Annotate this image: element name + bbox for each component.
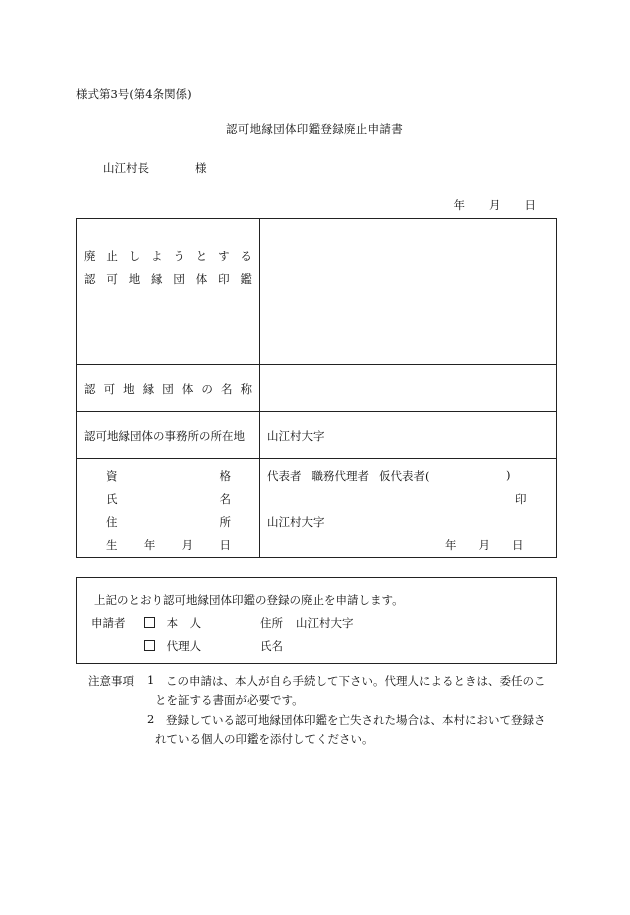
date-year: 年 [453,198,465,212]
note1-line2: とを証する書面が必要です。 [155,693,304,707]
table-row-representative [77,458,556,560]
application-box [76,577,557,664]
applicant-label: 申請者 [91,616,126,630]
addressee [103,160,207,176]
notes-heading: 注意事項 [88,674,134,688]
group-name-field[interactable] [260,365,556,412]
address-label: 住所 [260,616,283,630]
birth-date-field[interactable]: 年 月 日 [445,538,524,552]
note2-line1: 登録している認可地縁団体印鑑を亡失された場合は、本村において登録さ [166,713,546,727]
note2-line2: れている個人の印鑑を添付してください。 [155,732,374,746]
table-row-seal [77,219,556,365]
checkbox-icon[interactable] [144,617,155,628]
date-month: 月 [489,198,501,212]
option-self[interactable]: 本 人 [144,615,201,631]
table-row-office-address [77,411,556,459]
seal-mark: 印 [515,492,527,506]
table-row-group-name [77,364,556,412]
representative-address-field[interactable]: 山江村大字 [267,515,325,529]
registration-table [76,218,557,558]
label-qualification: 資 格 [106,469,231,483]
note1-number: 1 [147,673,155,687]
document-title: 認可地縁団体印鑑登録廃止申請書 [226,122,403,136]
option-agent[interactable]: 代理人 [144,638,201,654]
addressee-name: 山江村長 [103,161,149,175]
qualification-field[interactable]: 代表者 職務代理者 仮代表者( [267,469,430,483]
row3-label: 認可地縁団体の事務所の所在地 [84,429,245,443]
note2-number: 2 [147,712,155,726]
name-label: 氏名 [260,639,283,653]
applicant-address-field[interactable]: 山江村大字 [296,616,354,630]
note1-line1: この申請は、本人が自ら手続して下さい。代理人によるときは、委任のこ [166,674,546,688]
row1-label-line1: 廃 止 し よ う と す る [84,249,252,263]
row1-label-line2: 認 可 地 縁 団 体 印 鑑 [84,272,252,286]
seal-impression-area[interactable] [260,219,556,365]
date-line [454,197,537,213]
honorific: 様 [195,161,207,175]
label-address: 住 所 [106,515,231,529]
application-statement: 上記のとおり認可地縁団体印鑑の登録の廃止を申請します。 [94,593,404,607]
qualification-close: ) [506,468,511,482]
form-number: 様式第3号(第4条関係) [76,87,192,101]
row2-label: 認 可 地 縁 団 体 の 名 称 [84,382,252,396]
label-name: 氏 名 [106,492,231,506]
date-day: 日 [524,198,536,212]
office-address-field[interactable]: 山江村大字 [267,429,325,443]
checkbox-icon[interactable] [144,640,155,651]
label-birthdate: 生 年 月 日 [106,538,231,552]
